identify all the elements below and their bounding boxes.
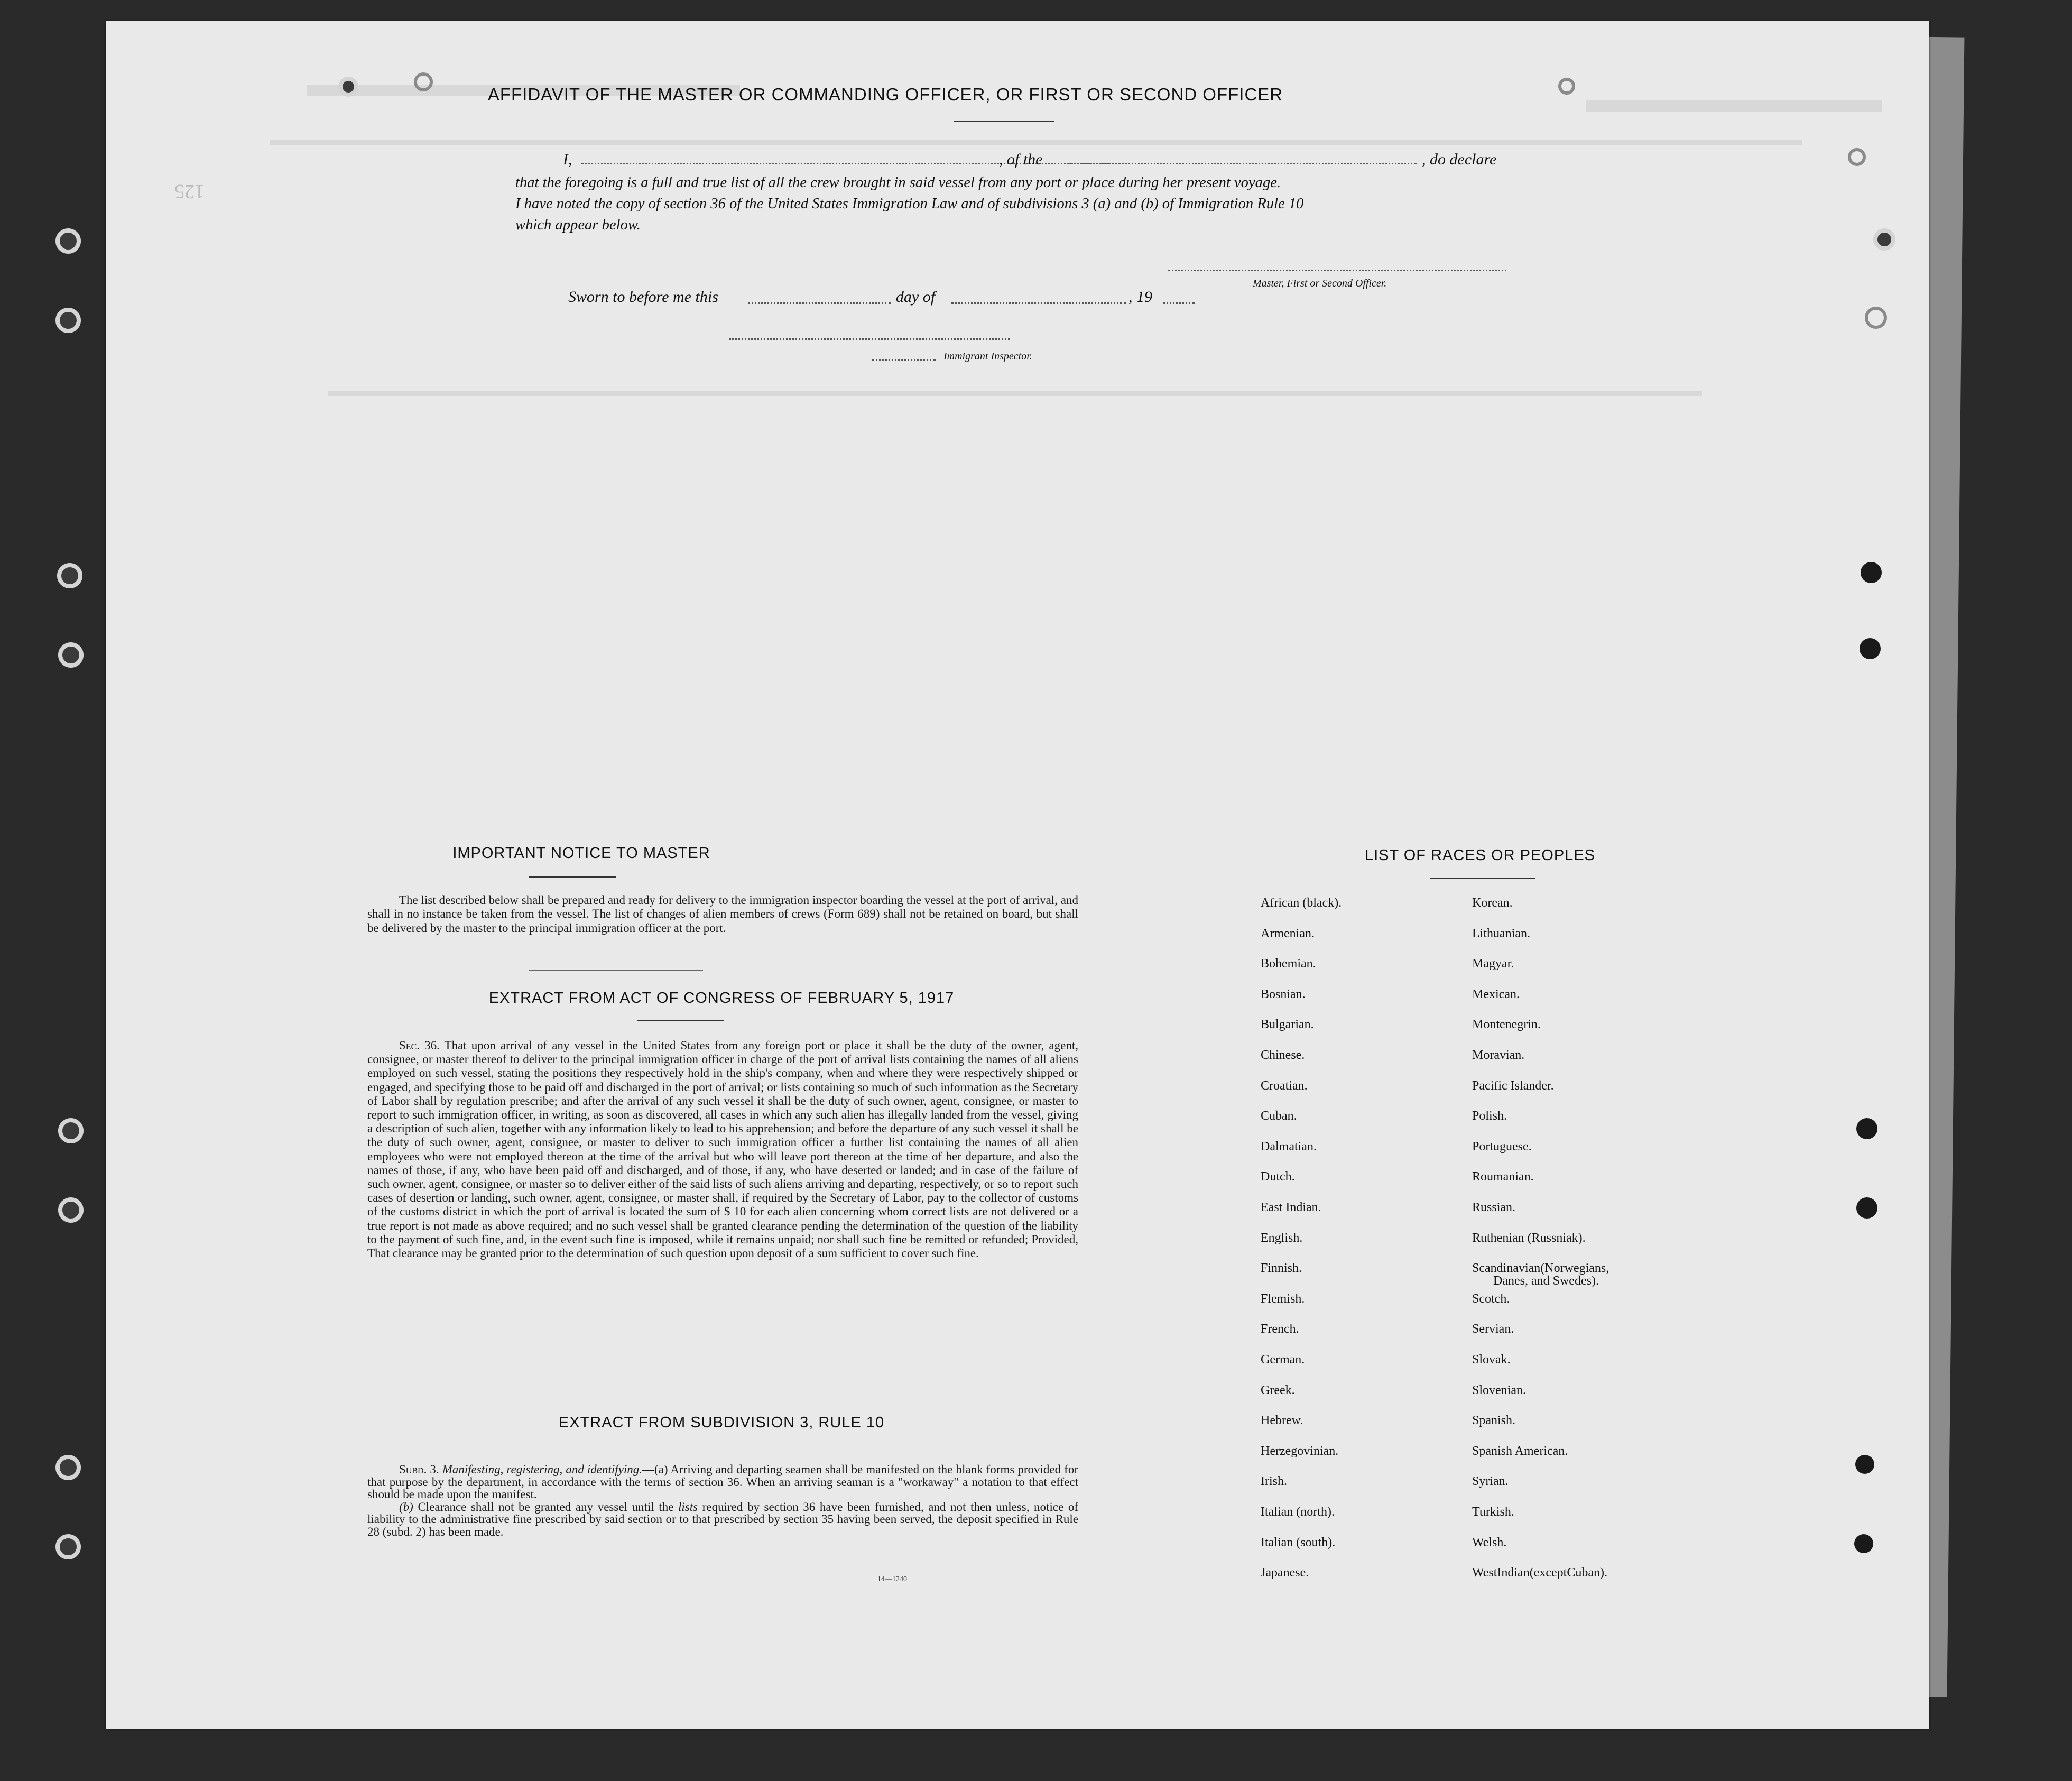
races-underline xyxy=(1430,878,1536,879)
affidavit-line-2: that the foregoing is a full and true list of all the crew brought in said vessel from any port or place during her present voyage. xyxy=(515,174,1281,191)
act-extract-heading: EXTRACT FROM ACT OF CONGRESS OF FEBRUARY 5, 1917 xyxy=(488,990,955,1007)
race-item: Polish. xyxy=(1472,1109,1507,1123)
affidavit-line-3: I have noted the copy of section 36 of the United States Immigration Law and of subdivisions 3 (a) and (b) of Immigration Rule 10 xyxy=(515,196,1304,212)
race-item: Dalmatian. xyxy=(1261,1139,1317,1154)
month-blank[interactable] xyxy=(951,302,1126,304)
act-paragraph: That upon arrival of any vessel in the United States from any foreign port or place it shall be the duty of the owner, agent, consignee, or master thereof to deliver to the principal immigration officer in charge of the port of arrival lists containing the names of all aliens employed on such vessel, stating the positions they respectively hold in the ship's company, when and where they were respectively shipped or engaged, and specifying those to be paid off and discharged in the port of arrival; or lists containing so much of such information as the Secretary of Labor shall by regulation prescribe; and after the arrival of any such vessel it shall be the duty of such owner, agent, consignee, or master to report to such immigration officer, in writing, as soon as discovered, all cases in which any such alien has illegally landed from the vessel, giving a description of such alien, together with any information likely to lead to his apprehension; and before the departure of any such vessel it shall be the duty of such owner, agent, consignee, or master to deliver to such immigration officer a further list containing the names of all alien employees who were not employed thereon at the time of the arrival but who will leave port thereon at the time of her departure, and also the names of those, if any, who have been paid off and discharged, and of those, if any, who have deserted or landed; and in case of the failure of such owner, agent, consignee, or master so to deliver either of the said lists of such aliens arriving and departing, respectively, or so to report such cases of desertion or landing, such owner, agent, consignee, or master shall, if required by the Secretary of Labor, pay to the collector of customs of the customs district in which the port of arrival is located the sum of $ 10 for each alien concerning whom correct lists are not delivered or a true report is not made as above required; and no such vessel shall be granted clearance pending the determination of the question of the liability to the payment of such fine, and, in the event such fine is imposed, while it remains unpaid; nor shall such fine be remitted or refunded; Provided, That clearance may be granted prior to the determination of such question upon deposit of a sum sufficient to cover such fine. xyxy=(367,1039,1078,1260)
day-blank[interactable] xyxy=(748,302,891,304)
race-item: WestIndian(exceptCuban). xyxy=(1472,1566,1607,1580)
binder-hole xyxy=(56,308,81,333)
race-item: Chinese. xyxy=(1261,1048,1305,1062)
punch-hole xyxy=(338,77,358,97)
notice-underline xyxy=(529,876,616,878)
race-item: Japanese. xyxy=(1261,1566,1309,1580)
race-item: Italian (north). xyxy=(1261,1505,1335,1519)
master-caption: Master, First or Second Officer. xyxy=(1253,278,1387,289)
master-signature-blank[interactable] xyxy=(1168,270,1506,271)
notice-paragraph: The list described below shall be prepared and ready for delivery to the immigration inspector boarding the vessel at the port of arrival, and shall in no instance be taken from the vessel. The list of changes of alien members of crews (Form 689) shall not be retained on board, but shall be delivered by the master to the principal immigration officer at the port. xyxy=(367,893,1078,935)
race-item: Lithuanian. xyxy=(1472,926,1530,940)
race-item: Spanish. xyxy=(1472,1414,1516,1428)
binder-hole xyxy=(58,642,84,668)
document-page xyxy=(106,21,1929,1729)
race-item: Greek. xyxy=(1261,1383,1295,1397)
title-underline xyxy=(954,121,1054,122)
divider xyxy=(529,970,703,971)
race-item: Scandinavian(Norwegians, xyxy=(1472,1261,1610,1276)
races-heading: LIST OF RACES OR PEOPLES xyxy=(1364,847,1596,864)
binder-hole xyxy=(58,1197,84,1223)
race-item: Dutch. xyxy=(1261,1170,1295,1184)
race-item: Moravian. xyxy=(1472,1048,1525,1062)
punch-hole xyxy=(1558,78,1575,95)
race-item: Bohemian. xyxy=(1261,957,1316,971)
subd-b-lists: lists xyxy=(678,1500,698,1514)
race-item: Scotch. xyxy=(1472,1291,1510,1306)
race-item: Mexican. xyxy=(1472,987,1520,1001)
subd-b-text-2: required by section 36 have been furnished, and not then unless, notice of liability to the administrative fine prescribed by said section or to that prescribed by section 35 having been served, the deposit specified in Rule 28 (subd. 2) has been made. xyxy=(367,1500,1079,1538)
notice-heading: IMPORTANT NOTICE TO MASTER xyxy=(452,845,710,862)
affidavit-of-the-label: , of the xyxy=(999,151,1043,168)
vessel-name-blank[interactable] xyxy=(1068,163,1417,164)
punch-hole xyxy=(1873,228,1895,251)
race-item: Korean. xyxy=(1472,896,1513,910)
rule-extract-text xyxy=(367,1463,1078,1538)
binder-hole xyxy=(56,228,81,254)
sec-label: Sec. 36. xyxy=(399,1039,440,1052)
punch-hole xyxy=(1854,1534,1873,1553)
race-item: Welsh. xyxy=(1472,1535,1507,1549)
race-item: Syrian. xyxy=(1472,1474,1509,1489)
race-item: Armenian. xyxy=(1261,926,1315,940)
bleed-through-text xyxy=(270,140,1802,145)
race-item: Russian. xyxy=(1472,1201,1516,1214)
race-item: Pacific Islander. xyxy=(1472,1078,1554,1093)
notice-text xyxy=(367,893,1078,935)
race-item: Herzegovinian. xyxy=(1261,1444,1339,1458)
race-item: Magyar. xyxy=(1472,957,1514,971)
subd-title: Manifesting, registering, and identifying. xyxy=(442,1463,643,1476)
binder-hole xyxy=(57,563,82,588)
inspector-dots xyxy=(872,359,936,361)
race-item: Italian (south). xyxy=(1261,1535,1336,1549)
subd-a-text: Arriving and departing seamen shall be manifested on the blank forms provided for that purpose by the department, in accordance with the terms of section 36. When an arriving seaman is a "workaway" a notation to that effect should be made upon the manifest. xyxy=(367,1463,1079,1501)
race-item: Finnish. xyxy=(1261,1261,1302,1276)
affidavit-do-declare-label: , do declare xyxy=(1422,151,1497,168)
inspector-caption: Immigrant Inspector. xyxy=(944,350,1032,362)
race-item: Portuguese. xyxy=(1472,1139,1532,1154)
affidavit-line-4: which appear below. xyxy=(515,217,641,233)
punch-hole xyxy=(414,72,433,91)
punch-hole xyxy=(1865,307,1887,329)
rule-extract-heading: EXTRACT FROM SUBDIVISION 3, RULE 10 xyxy=(558,1414,885,1431)
punch-hole xyxy=(1848,148,1866,166)
affidavit-title: AFFIDAVIT OF THE MASTER OR COMMANDING OFFICER, OR FIRST OR SECOND OFFICER xyxy=(487,85,1283,104)
bleed-through-text xyxy=(328,391,1702,396)
day-of-label: day of xyxy=(896,288,936,306)
subd-b-text-1: Clearance shall not be granted any vessel until the xyxy=(418,1500,674,1514)
inspector-signature-blank[interactable] xyxy=(729,338,1010,340)
race-item: Croatian. xyxy=(1261,1078,1308,1093)
binder-hole xyxy=(56,1455,81,1480)
race-item: Slovak. xyxy=(1472,1353,1511,1367)
race-item-continued: Danes, and Swedes). xyxy=(1493,1274,1599,1288)
race-item: English. xyxy=(1261,1231,1303,1245)
race-item: French. xyxy=(1261,1322,1299,1336)
punch-hole xyxy=(1856,1197,1877,1219)
race-item: Montenegrin. xyxy=(1472,1018,1541,1032)
subd-a-label: —(a) xyxy=(642,1463,668,1476)
race-item: Cuban. xyxy=(1261,1109,1297,1123)
punch-hole xyxy=(1861,562,1882,583)
subd-label: Subd. 3. xyxy=(399,1463,439,1476)
race-item: Hebrew. xyxy=(1261,1414,1303,1428)
sworn-label: Sworn to before me this xyxy=(568,288,718,306)
race-item: African (black). xyxy=(1261,896,1342,910)
act-extract-text xyxy=(367,1039,1078,1260)
subd-b-label: (b) xyxy=(399,1500,413,1514)
punch-hole xyxy=(1860,638,1881,659)
binder-hole xyxy=(58,1118,84,1143)
punch-hole xyxy=(1855,1455,1874,1474)
form-number: 14—1240 xyxy=(877,1575,907,1583)
race-item: East Indian. xyxy=(1261,1201,1321,1214)
race-item: Spanish American. xyxy=(1472,1444,1568,1458)
race-item: Flemish. xyxy=(1261,1291,1305,1306)
race-item: German. xyxy=(1261,1353,1305,1367)
race-item: Bosnian. xyxy=(1261,987,1306,1001)
year-label: , 19 xyxy=(1128,288,1152,306)
affidavit-i-label: I, xyxy=(563,151,572,168)
act-heading-underline xyxy=(637,1020,724,1021)
punch-hole xyxy=(1856,1118,1877,1139)
race-item: Irish. xyxy=(1261,1474,1287,1489)
race-item: Roumanian. xyxy=(1472,1170,1534,1184)
race-item: Ruthenian (Russniak). xyxy=(1472,1231,1586,1245)
year-blank[interactable] xyxy=(1163,302,1195,304)
race-item: Slovenian. xyxy=(1472,1383,1526,1397)
binder-hole xyxy=(56,1534,81,1559)
page-number-mirrored: 125 xyxy=(174,180,205,202)
race-item: Bulgarian. xyxy=(1261,1018,1314,1032)
race-item: Servian. xyxy=(1472,1322,1514,1336)
race-item: Turkish. xyxy=(1472,1505,1514,1519)
